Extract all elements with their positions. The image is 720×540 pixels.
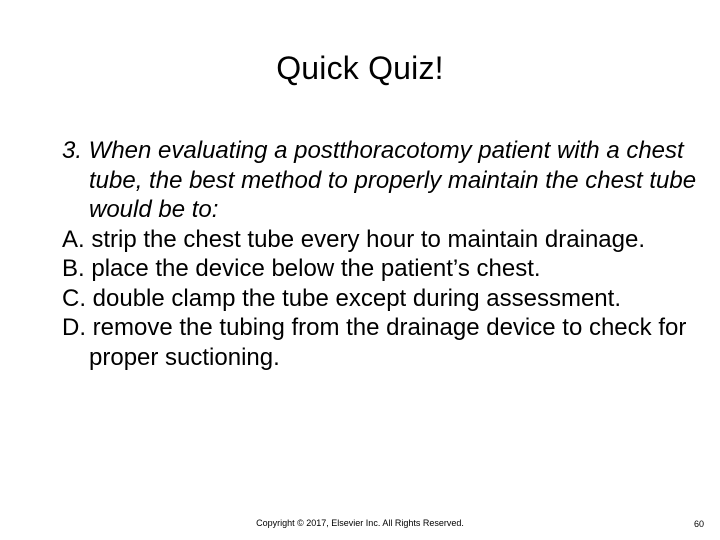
slide-title: Quick Quiz! bbox=[276, 50, 444, 86]
page-number: 60 bbox=[693, 519, 704, 529]
quiz-question: 3. When evaluating a postthoracotomy patient with a chest tube, the best method to properly maintain the chest tube would be to: bbox=[62, 137, 697, 223]
answer-option-c: C. double clamp the tube except during assessment. bbox=[62, 284, 621, 312]
answer-option-a: A. strip the chest tube every hour to maintain drainage. bbox=[62, 225, 645, 253]
answer-option-b: B. place the device below the patient’s chest. bbox=[62, 255, 541, 282]
answer-option-d: D. remove the tubing from the drainage device to check for proper suctioning. bbox=[62, 314, 687, 371]
copyright-footer: Copyright © 2017, Elsevier Inc. All Rights Reserved. bbox=[256, 518, 464, 528]
quiz-body bbox=[62, 136, 702, 372]
